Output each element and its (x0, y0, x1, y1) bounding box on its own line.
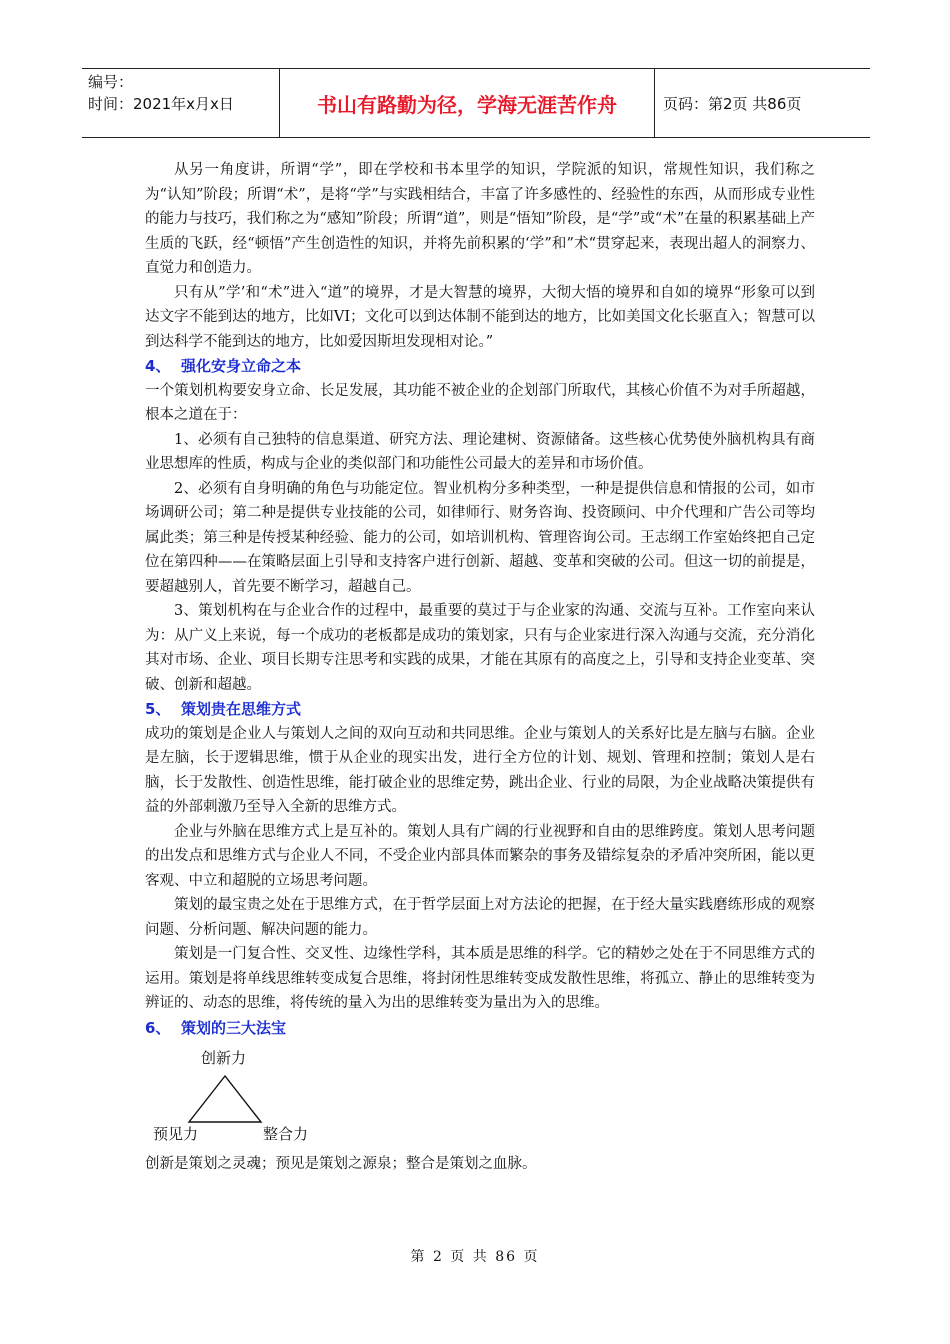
section-number: 6、 (145, 1018, 171, 1037)
paragraph: 从另一角度讲，所谓“学”，即在学校和书本里学的知识，学院派的知识，常规性知识，我们称之为“认知”阶段；所谓“术”，是将“学”与实践相结合，丰富了许多感性的、经验性的东西，从而形成专业性的能力与技巧，我们称之为“感知”阶段；所谓“道”，则是“悟知”阶段，是“学”或“术”在量的积累基础上产生质的飞跃，经“顿悟”产生创造性的知识，并将先前积累的‘学”和”术“贯穿起来，表现出超人的洞察力、直觉力和创造力。 (145, 162, 815, 276)
diagram-label-integration: 整合力 (263, 1125, 309, 1143)
paragraph: 一个策划机构要安身立命、长足发展，其功能不被企业的企划部门所取代，其核心价值不为对手所超越，根本之道在于： (145, 382, 815, 423)
paragraph: 策划是一门复合性、交叉性、边缘性学科，其本质是思维的科学。它的精妙之处在于不同思维方式的运用。策划是将单线思维转变成复合思维，将封闭性思维转变成发散性思维，将孤立、静止的思维转变为辨证的、动态的思维，将传统的量入为出的思维转变为量出为入的思维。 (145, 946, 815, 1011)
section-number: 5、 (145, 700, 171, 718)
document-body (145, 158, 815, 1177)
page-footer: 第 2 页 共 86 页 (410, 1249, 540, 1265)
diagram-label-innovation: 创新力 (201, 1049, 247, 1067)
page-header (82, 68, 870, 138)
paragraph: 只有从”学’和“术”进入“道”的境界，才是大智慧的境界，大彻大悟的境界和自如的境界“形象可以到达文字不能到达的地方，比如VI；文化可以到达体制不能到达的地方，比如美国文化长驱直入；智慧可以到达科学不能到达的地方，比如爱因斯坦发现相对论。” (145, 284, 815, 350)
section-title: 策划贵在思维方式 (181, 700, 302, 718)
section-title: 强化安身立命之本 (181, 357, 302, 375)
paragraph: 策划的最宝贵之处在于思维方式，在于哲学层面上对方法论的把握，在于经大量实践磨练形成的观察问题、分析问题、解决问题的能力。 (145, 897, 815, 938)
section-number: 4、 (145, 357, 171, 375)
paragraph: 1、必须有自己独特的信息渠道、研究方法、理论建树、资源储备。这些核心优势使外脑机构具有商业思想库的性质，构成与企业的类似部门和功能性公司最大的差异和市场价值。 (145, 431, 815, 472)
header-page-info: 页码：第2页 共86页 (663, 94, 802, 113)
section-heading-4 (145, 354, 815, 379)
header-motto: 书山有路勤为径，学海无涯苦作舟 (280, 69, 655, 137)
paragraph: 3、策划机构在与企业合作的过程中，最重要的莫过于与企业家的沟通、交流与互补。工作室向来认为：从广义上来说，每一个成功的老板都是成功的策划家，只有与企业家进行深入沟通与交流，充分消化其对市场、企业、项目长期专注思考和实践的成果，才能在其原有的高度之上，引导和支持企业变革、突破、创新和超越。 (145, 603, 815, 693)
section-heading-5 (145, 697, 815, 722)
header-time-label: 时间：2021年x月x日 (88, 95, 234, 113)
triangle-shape (185, 1074, 265, 1124)
paragraph: 2、必须有自身明确的角色与功能定位。智业机构分多种类型，一种是提供信息和情报的公司，如市场调研公司；第二种是提供专业技能的公司，如律师行、财务咨询、投资顾问、中介代理和广告公司等均属此类；第三种是传授某种经验、能力的公司，如培训机构、管理咨询公司。王志纲工作室始终把自己定位在第四种——在策略层面上引导和支持客户进行创新、超越、变革和突破的公司。但这一切的前提是，要超越别人，首先要不断学习，超越自己。 (145, 480, 815, 595)
paragraph: 创新是策划之灵魂；预见是策划之源泉；整合是策划之血脉。 (145, 1156, 537, 1172)
paragraph: 成功的策划是企业人与策划人之间的双向互动和共同思维。企业与策划人的关系好比是左脑与右脑。企业是左脑，长于逻辑思维，惯于从企业的现实出发，进行全方位的计划、规划、管理和控制；策划人是右脑，长于发散性、创造性思维，能打破企业的思维定势，跳出企业、行业的局限，为企业战略决策提供有益的外部刺激乃至导入全新的思维方式。 (145, 725, 815, 815)
section-title: 策划的三大法宝 (181, 1018, 287, 1037)
header-number-label: 编号： (88, 73, 134, 91)
header-meta (82, 69, 280, 137)
paragraph: 企业与外脑在思维方式上是互补的。策划人具有广阔的行业视野和自由的思维跨度。策划人思考问题的出发点和思维方式与企业人不同，不受企业内部具体而繁杂的事务及错综复杂的矛盾冲突所困，能以更客观、中立和超脱的立场思考问题。 (145, 823, 815, 889)
triangle-diagram (145, 1044, 345, 1144)
section-heading-6 (145, 1016, 815, 1041)
diagram-label-foresight: 预见力 (153, 1125, 199, 1143)
